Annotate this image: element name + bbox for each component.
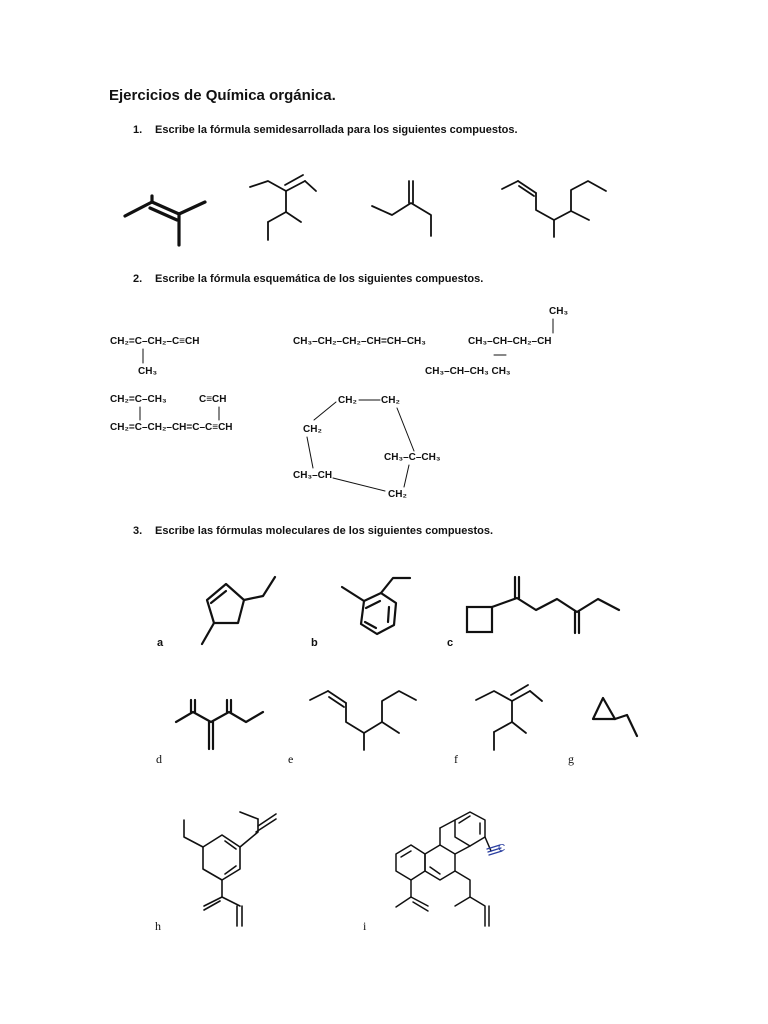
alkyne-carbon-label: C bbox=[498, 843, 506, 854]
label-a: a bbox=[157, 637, 164, 649]
question-text: Escribe las fórmulas moleculares de los siguientes compuestos. bbox=[155, 525, 494, 537]
page-title: Ejercicios de Química orgánica. bbox=[109, 87, 336, 104]
q3-structure-d bbox=[176, 700, 263, 749]
ring-right: CH₃–C–CH₃ bbox=[384, 452, 441, 463]
question-number: 1. bbox=[133, 124, 143, 136]
label-i: i bbox=[363, 919, 367, 933]
q1-structure-4 bbox=[502, 181, 606, 237]
formula-4-top-left: CH₂=C–CH₃ bbox=[110, 394, 167, 405]
q3-structure-c bbox=[467, 577, 619, 633]
q1-structure-3 bbox=[372, 181, 431, 236]
ring-left: CH₂ bbox=[303, 424, 322, 435]
q3-structure-f bbox=[476, 685, 542, 750]
label-b: b bbox=[311, 637, 318, 649]
formula-1-main: CH₂=C–CH₂–C≡CH bbox=[110, 336, 200, 347]
formula-3-top: CH₃ bbox=[549, 306, 569, 317]
q3-structure-a bbox=[202, 577, 275, 644]
question-number: 2. bbox=[133, 273, 143, 285]
label-f: f bbox=[454, 752, 458, 766]
ring-bottom-left: CH₃–CH bbox=[293, 470, 333, 481]
q3-structure-e bbox=[310, 691, 416, 750]
formula-2: CH₃–CH₂–CH₂–CH=CH–CH₃ bbox=[293, 336, 426, 347]
ring-top-right: CH₂ bbox=[381, 395, 400, 406]
formula-3-main: CH₃–CH–CH₂–CH bbox=[468, 336, 552, 347]
label-e: e bbox=[288, 752, 294, 766]
q1-structure-2 bbox=[250, 175, 316, 240]
question-text: Escribe la fórmula esquemática de los siguientes compuestos. bbox=[155, 273, 484, 285]
q2-bonds bbox=[140, 319, 553, 491]
label-h: h bbox=[155, 919, 161, 933]
q3-structure-g bbox=[593, 698, 637, 736]
formula-1-branch: CH₃ bbox=[138, 366, 158, 377]
formula-4-top-right: C≡CH bbox=[199, 394, 227, 405]
ring-bottom: CH₂ bbox=[388, 489, 407, 500]
ring-top: CH₂ bbox=[338, 395, 357, 406]
formula-3-bottom: CH₃–CH–CH₃ CH₃ bbox=[425, 366, 511, 377]
label-c: c bbox=[447, 637, 454, 649]
question-text: Escribe la fórmula semidesarrollada para los siguientes compuestos. bbox=[155, 124, 518, 136]
label-d: d bbox=[156, 752, 162, 766]
q3-structure-i bbox=[396, 812, 502, 926]
label-g: g bbox=[568, 752, 574, 766]
formula-4-main: CH₂=C–CH₂–CH=C–C≡CH bbox=[110, 422, 233, 433]
q3-structure-b bbox=[342, 578, 410, 634]
q3-structure-h bbox=[184, 812, 276, 926]
question-number: 3. bbox=[133, 525, 143, 537]
q1-structure-1 bbox=[125, 196, 205, 245]
